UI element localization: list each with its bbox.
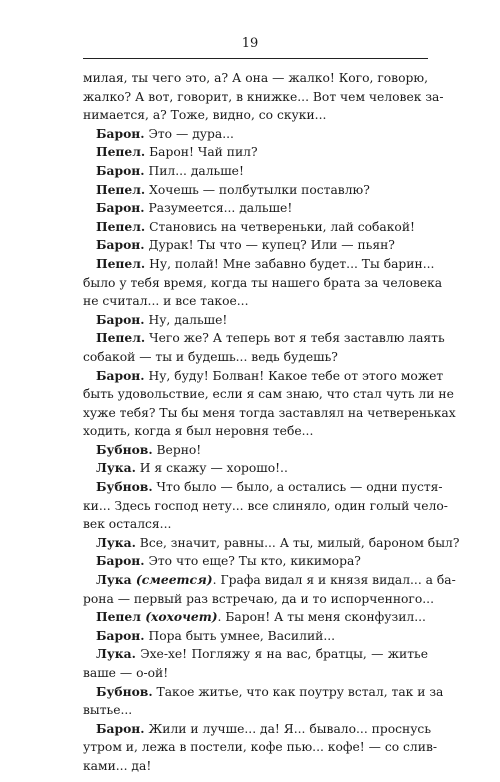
- line-text: Ну, буду! Болван! Какое тебе от этого может: [144, 368, 444, 383]
- speaker-name: Бубнов.: [96, 683, 153, 699]
- text-line: [83, 422, 428, 441]
- speaker-name: Лука: [96, 572, 132, 588]
- line-text: ками... да!: [83, 758, 152, 773]
- line-text: утром и, лежа в постели, кофе пью... кофе! — со слив-: [83, 740, 438, 755]
- line-text: Такое житье, что как поутру встал, так и за: [152, 684, 444, 699]
- text-line: [83, 571, 456, 590]
- speaker-name: Бубнов.: [96, 441, 153, 457]
- text-line: [83, 645, 428, 664]
- text-line: [83, 478, 443, 497]
- text-line: [83, 199, 428, 218]
- speaker-name: Лука.: [96, 534, 136, 550]
- line-text: Ну, полай! Мне забавно будет... Ты барин...: [145, 256, 435, 271]
- header-rule: [83, 58, 428, 59]
- text-line: [83, 552, 428, 571]
- text-line: [83, 459, 428, 478]
- line-text: хуже тебя? Ты бы меня тогда заставлял на четвереньках: [83, 405, 456, 420]
- line-text: . Барон! А ты меня сконфузил...: [217, 610, 426, 625]
- line-text: Это — дура...: [144, 126, 234, 141]
- line-text: Это что еще? Ты кто, кикимора?: [144, 554, 361, 569]
- line-text: Ну, дальше!: [144, 312, 228, 327]
- text-line: [83, 720, 432, 739]
- line-text: жалко? А вот, говорит, в книжке... Вот чем человек за-: [83, 89, 444, 104]
- text-line: [83, 664, 428, 683]
- line-text: . Графа видал я и князя видал... а ба-: [212, 573, 456, 588]
- text-line: [83, 162, 428, 181]
- text-line: [83, 106, 428, 125]
- text-line: [83, 404, 456, 423]
- stage-direction: (смеется): [131, 572, 213, 588]
- speaker-name: Барон.: [96, 311, 145, 327]
- speaker-name: Пепел.: [96, 181, 146, 197]
- text-line: [83, 69, 428, 88]
- text-line: [83, 608, 428, 627]
- line-text: Чего же? А теперь вот я тебя заставлю лаять: [145, 331, 445, 346]
- text-line: [83, 292, 428, 311]
- line-text: Что было — было, а остались — одни пустя-: [152, 480, 443, 495]
- text-line: [83, 274, 443, 293]
- text-line: [83, 738, 438, 757]
- line-text: собакой — ты и будешь... ведь будешь?: [83, 349, 338, 364]
- speaker-name: Пепел.: [96, 218, 146, 234]
- text-line: [83, 497, 448, 516]
- line-text: Барон! Чай пил?: [145, 145, 258, 160]
- speaker-name: Бубнов.: [96, 479, 153, 495]
- speaker-name: Барон.: [96, 125, 145, 141]
- line-text: было у тебя время, когда ты нашего брата за человека: [83, 275, 443, 290]
- text-line: [83, 515, 428, 534]
- text-line: [83, 255, 435, 274]
- text-line: [83, 683, 444, 702]
- line-text: милая, ты чего это, а? А она — жалко! Кого, говорю,: [83, 71, 428, 85]
- text-line: [83, 311, 428, 330]
- line-text: Пора быть умнее, Василий...: [144, 628, 336, 643]
- speaker-name: Барон.: [96, 162, 145, 178]
- line-text: вытье...: [83, 703, 133, 718]
- text-line: [83, 236, 428, 255]
- line-text: Эхе-хе! Погляжу я на вас, братцы, — житье: [135, 647, 428, 662]
- line-text: век остался...: [83, 517, 172, 532]
- line-text: быть удовольствие, если я сам знаю, что стал чуть ли не: [83, 387, 454, 402]
- text-line: [83, 701, 428, 720]
- speaker-name: Лука.: [96, 646, 136, 662]
- speaker-name: Пепел.: [96, 144, 146, 160]
- line-text: Верно!: [152, 442, 202, 457]
- page-number: 19: [241, 36, 259, 51]
- text-line: [83, 441, 428, 460]
- line-text: ки... Здесь господ нету... все слиняло, один голый чело-: [83, 498, 448, 513]
- line-text: Разумеется... дальше!: [144, 201, 293, 216]
- text-line: [83, 329, 445, 348]
- text-line: [83, 757, 428, 776]
- text-line: [83, 143, 428, 162]
- speaker-name: Пепел: [96, 609, 141, 625]
- text-line: [83, 590, 435, 609]
- line-text: Все, значит, равны... А ты, милый, бароном был?: [135, 535, 460, 550]
- line-text: рона — первый раз встречаю, да и то испорченного...: [83, 591, 435, 606]
- line-text: Становись на четвереньки, лай собакой!: [145, 219, 415, 234]
- speaker-name: Барон.: [96, 720, 145, 736]
- speaker-name: Лука.: [96, 460, 136, 476]
- text-line: [83, 218, 428, 237]
- line-text: ходить, когда я был неровня тебе...: [83, 424, 314, 439]
- text-line: [83, 181, 428, 200]
- play-text: [83, 69, 460, 776]
- line-text: Дурак! Ты что — купец? Или — пьян?: [144, 238, 395, 253]
- speaker-name: Барон.: [96, 367, 145, 383]
- line-text: ваше — о-ой!: [83, 666, 169, 680]
- text-line: [83, 367, 444, 386]
- line-text: И я скажу — хорошо!..: [135, 461, 288, 476]
- line-text: Пил... дальше!: [144, 163, 244, 178]
- speaker-name: Барон.: [96, 553, 145, 569]
- speaker-name: Барон.: [96, 237, 145, 253]
- speaker-name: Пепел.: [96, 255, 146, 271]
- text-line: [83, 534, 460, 553]
- text-line: [83, 125, 428, 144]
- speaker-name: Барон.: [96, 627, 145, 643]
- text-line: [83, 385, 454, 404]
- text-line: [83, 627, 428, 646]
- line-text: не считал... и все такое...: [83, 294, 249, 309]
- line-text: нимается, а? Тоже, видно, со скуки...: [83, 108, 327, 123]
- stage-direction: (хохочет): [140, 609, 218, 625]
- speaker-name: Пепел.: [96, 330, 146, 346]
- line-text: Хочешь — полбутылки поставлю?: [145, 182, 370, 197]
- line-text: Жили и лучше... да! Я... бывало... проснусь: [144, 721, 432, 736]
- text-line: [83, 348, 428, 367]
- speaker-name: Барон.: [96, 200, 145, 216]
- text-line: [83, 88, 444, 107]
